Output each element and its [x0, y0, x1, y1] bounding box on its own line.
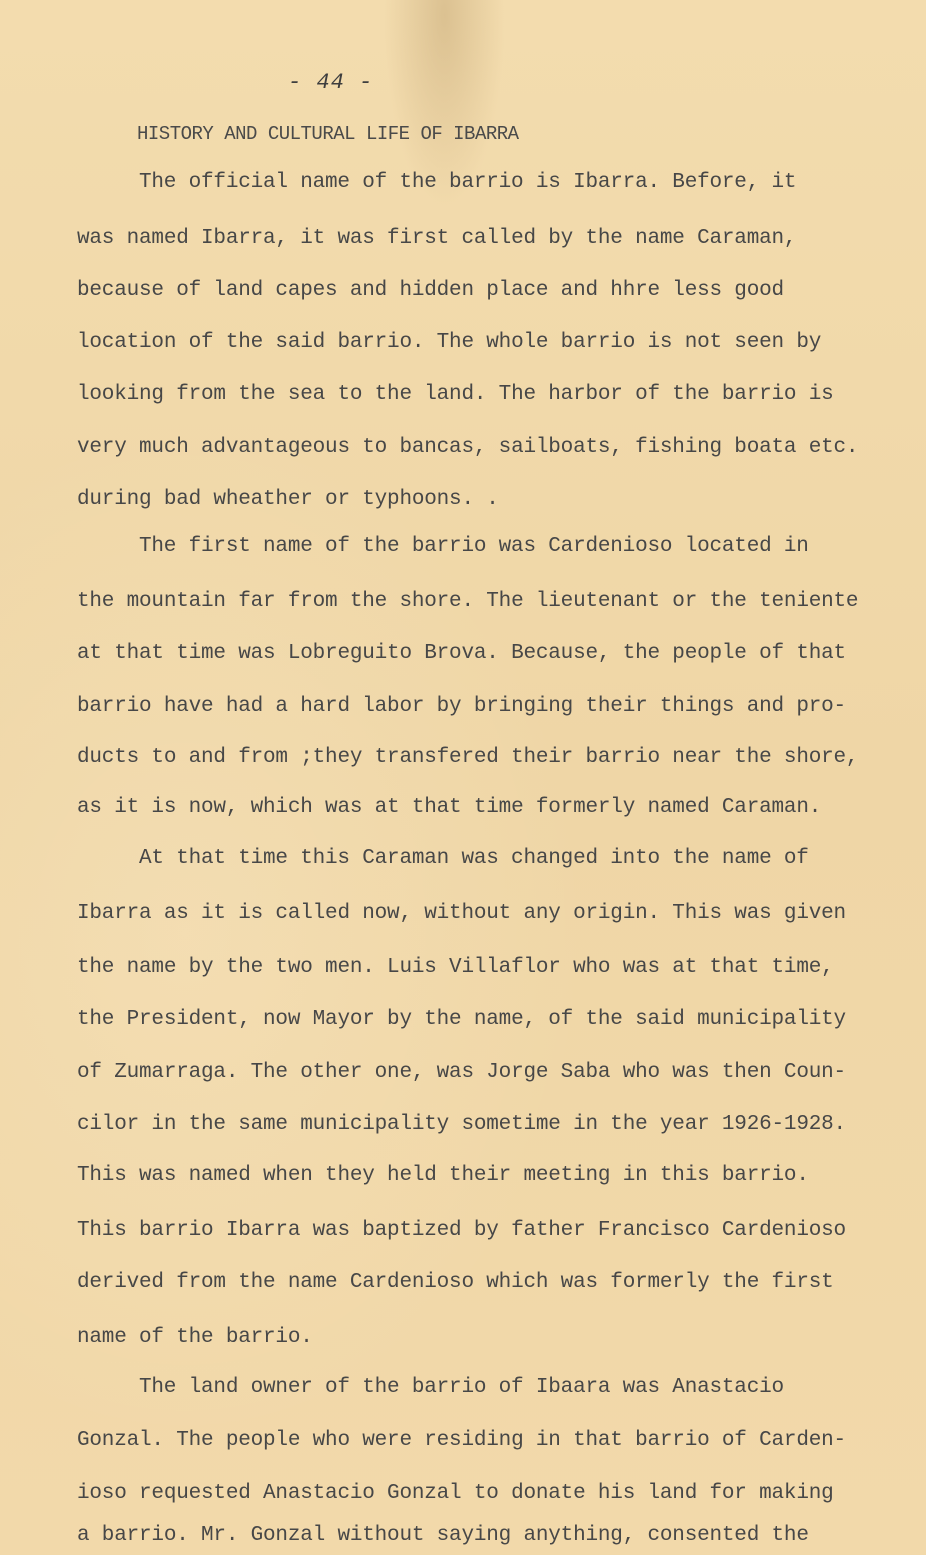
text-line: ducts to and from ;they transfered their barrio near the shore, [77, 746, 859, 769]
text-line: of Zumarraga. The other one, was Jorge Saba who was then Coun- [77, 1061, 846, 1084]
text-line: barrio have had a hard labor by bringing their things and pro- [77, 695, 846, 718]
text-line: the name by the two men. Luis Villaflor who was at that time, [77, 956, 834, 979]
text-line: ioso requested Anastacio Gonzal to donate his land for making [77, 1482, 834, 1505]
text-line: This barrio Ibarra was baptized by father Francisco Cardenioso [77, 1219, 846, 1242]
page-number: - 44 - [288, 70, 374, 95]
text-line: location of the said barrio. The whole barrio is not seen by [77, 331, 822, 354]
text-line: Ibarra as it is called now, without any origin. This was given [77, 902, 846, 925]
text-line: was named Ibarra, it was first called by the name Caraman, [77, 227, 797, 250]
text-line: a barrio. Mr. Gonzal without saying anything, consented the [77, 1524, 809, 1547]
text-line: at that time was Lobreguito Brova. Because, the people of that [77, 642, 846, 665]
text-line: the mountain far from the shore. The lieutenant or the teniente [77, 590, 859, 613]
text-line: name of the barrio. [77, 1326, 313, 1349]
text-line: The land owner of the barrio of Ibaara was Anastacio [139, 1376, 784, 1399]
text-line: Gonzal. The people who were residing in that barrio of Carden- [77, 1429, 846, 1452]
text-line: very much advantageous to bancas, sailboats, fishing boata etc. [77, 436, 859, 459]
text-line: derived from the name Cardenioso which was formerly the first [77, 1271, 834, 1294]
text-line: as it is now, which was at that time formerly named Caraman. [77, 796, 822, 819]
text-line: The official name of the barrio is Ibarra. Before, it [139, 171, 797, 194]
text-line: the President, now Mayor by the name, of the said municipality [77, 1008, 846, 1031]
text-line: The first name of the barrio was Cardenioso located in [139, 535, 809, 558]
text-line: At that time this Caraman was changed into the name of [139, 847, 809, 870]
text-line: because of land capes and hidden place and hhre less good [77, 279, 784, 302]
page-title: HISTORY AND CULTURAL LIFE OF IBARRA [137, 123, 519, 145]
text-line: This was named when they held their meeting in this barrio. [77, 1164, 809, 1187]
text-line: looking from the sea to the land. The harbor of the barrio is [77, 383, 834, 406]
text-line: during bad wheather or typhoons. . [77, 488, 499, 511]
text-line: cilor in the same municipality sometime in the year 1926-1928. [77, 1113, 846, 1136]
